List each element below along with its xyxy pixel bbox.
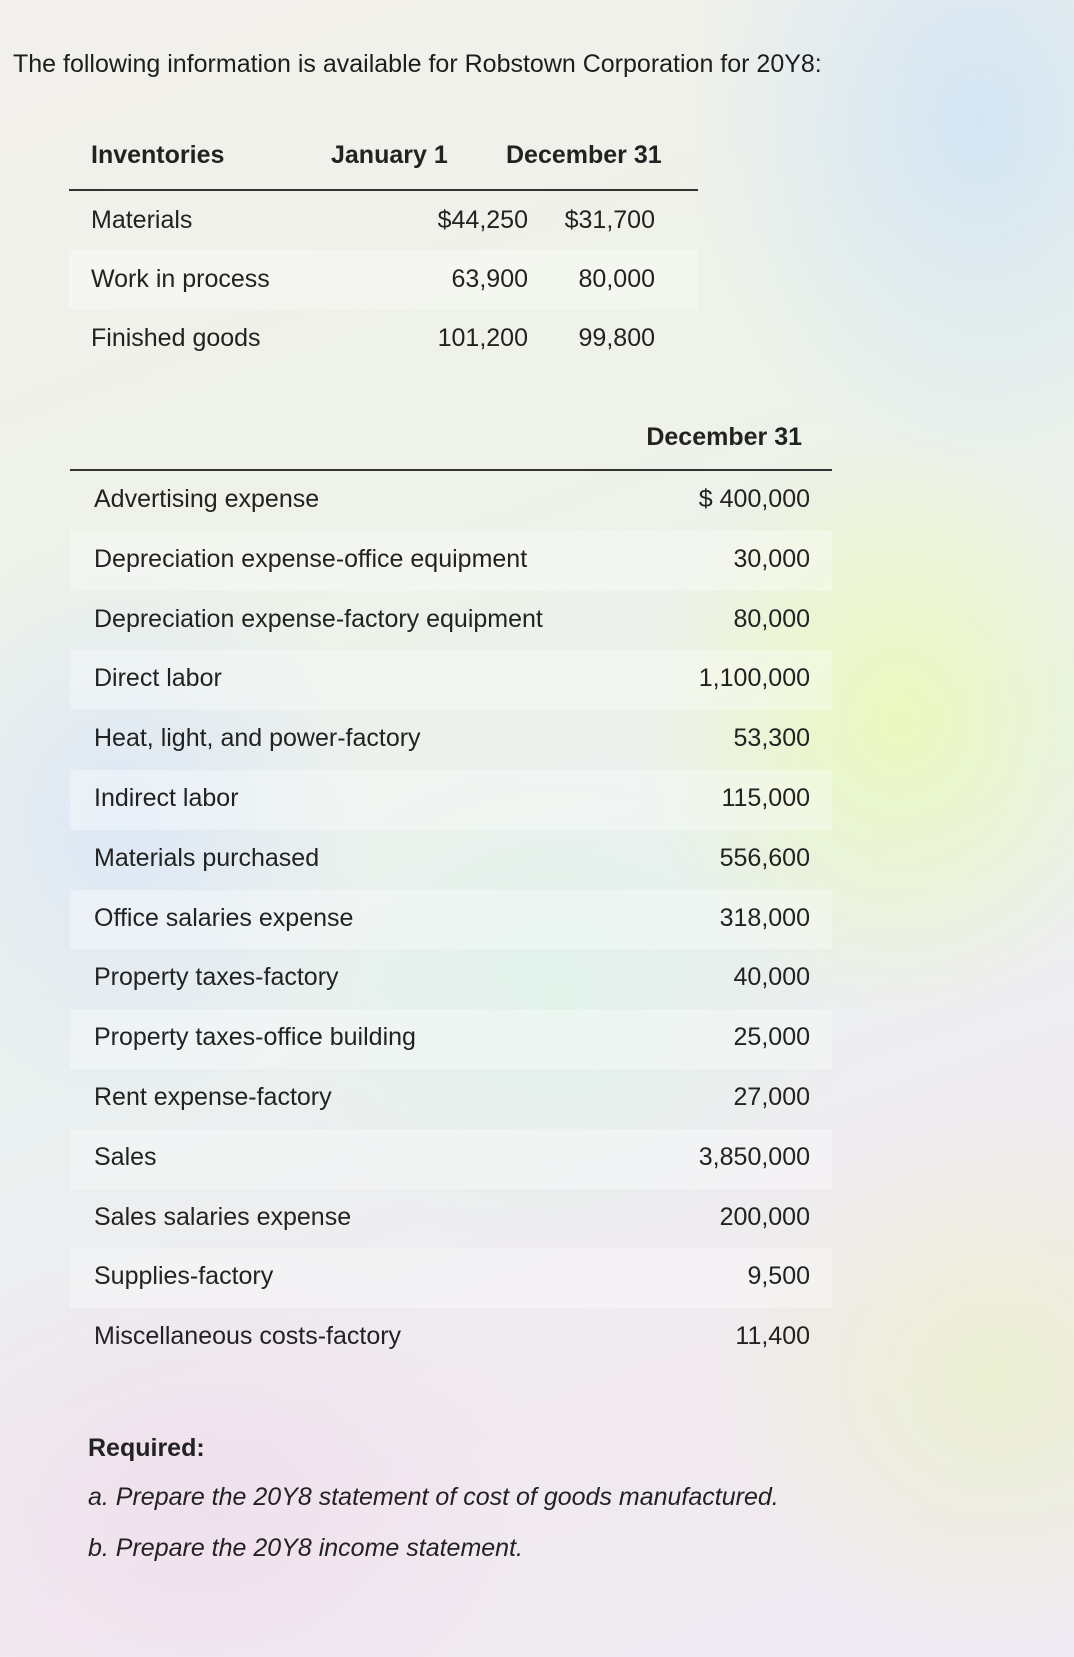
accounts-december-header: December 31	[646, 423, 802, 451]
account-label: Sales salaries expense	[94, 1202, 352, 1231]
account-row	[70, 471, 832, 531]
account-amount: $ 400,000	[698, 485, 810, 513]
required-heading: Required:	[88, 1434, 205, 1462]
account-amount: 3,850,000	[698, 1142, 810, 1171]
account-label: Property taxes-office building	[94, 1023, 416, 1052]
inventories-header-row	[69, 135, 698, 191]
inventory-label: Work in process	[91, 265, 270, 293]
account-label: Property taxes-factory	[94, 963, 339, 992]
inventory-label: Materials	[91, 206, 193, 234]
inventory-row-materials	[69, 191, 698, 250]
account-label: Rent expense-factory	[94, 1082, 332, 1111]
account-amount: 27,000	[733, 1082, 810, 1111]
inventory-january-value: 63,900	[451, 265, 528, 293]
account-row	[70, 949, 832, 1009]
inventories-table	[69, 135, 698, 368]
accounts-rows	[70, 471, 832, 1368]
inventory-december-value: 99,800	[578, 324, 655, 352]
account-label: Advertising expense	[94, 485, 320, 513]
account-row	[70, 1009, 832, 1069]
account-row	[70, 710, 832, 770]
account-amount: 9,500	[747, 1262, 810, 1291]
intro-text: The following information is available for Robstown Corporation for 20Y8:	[13, 50, 822, 78]
account-label: Heat, light, and power-factory	[94, 724, 421, 753]
account-amount: 115,000	[721, 783, 810, 812]
account-row	[70, 890, 832, 950]
required-section	[88, 1434, 779, 1585]
account-label: Depreciation expense-office equipment	[94, 544, 528, 573]
account-row	[70, 1129, 832, 1189]
december-column-header: December 31	[506, 141, 662, 169]
accounts-header-row	[70, 420, 832, 471]
account-row	[70, 1308, 832, 1368]
required-item-a: a. Prepare the 20Y8 statement of cost of goods manufactured.	[88, 1483, 779, 1511]
account-amount: 556,600	[719, 843, 810, 872]
account-label: Direct labor	[94, 664, 222, 693]
inventory-december-value: 80,000	[578, 265, 655, 293]
inventory-row-finished-goods	[69, 309, 698, 368]
account-label: Miscellaneous costs-factory	[94, 1322, 402, 1351]
january-column-header: January 1	[331, 141, 448, 169]
account-amount: 40,000	[733, 963, 810, 992]
inventory-january-value: 101,200	[437, 324, 528, 352]
account-row	[70, 830, 832, 890]
account-row	[70, 650, 832, 710]
account-row	[70, 770, 832, 830]
account-amount: 1,100,000	[698, 664, 810, 693]
inventories-column-header: Inventories	[91, 141, 225, 169]
inventory-label: Finished goods	[91, 324, 261, 352]
account-label: Sales	[94, 1142, 157, 1171]
account-amount: 53,300	[733, 724, 810, 753]
account-label: Supplies-factory	[94, 1262, 274, 1291]
account-label: Indirect labor	[94, 783, 239, 812]
accounts-table	[70, 420, 832, 1368]
account-amount: 80,000	[733, 604, 810, 633]
account-row	[70, 1248, 832, 1308]
account-row	[70, 531, 832, 591]
account-label: Materials purchased	[94, 843, 320, 872]
required-item-b: b. Prepare the 20Y8 income statement.	[88, 1534, 523, 1562]
inventory-december-value: $31,700	[564, 206, 655, 234]
account-label: Office salaries expense	[94, 903, 354, 932]
account-amount: 200,000	[719, 1202, 810, 1231]
account-amount: 30,000	[733, 544, 810, 573]
account-row	[70, 1069, 832, 1129]
inventory-row-work-in-process	[69, 250, 698, 309]
account-amount: 318,000	[719, 903, 810, 932]
account-row	[70, 591, 832, 651]
account-label: Depreciation expense-factory equipment	[94, 604, 543, 633]
inventory-january-value: $44,250	[437, 206, 528, 234]
account-amount: 25,000	[733, 1023, 810, 1052]
account-amount: 11,400	[735, 1322, 810, 1351]
account-row	[70, 1189, 832, 1249]
